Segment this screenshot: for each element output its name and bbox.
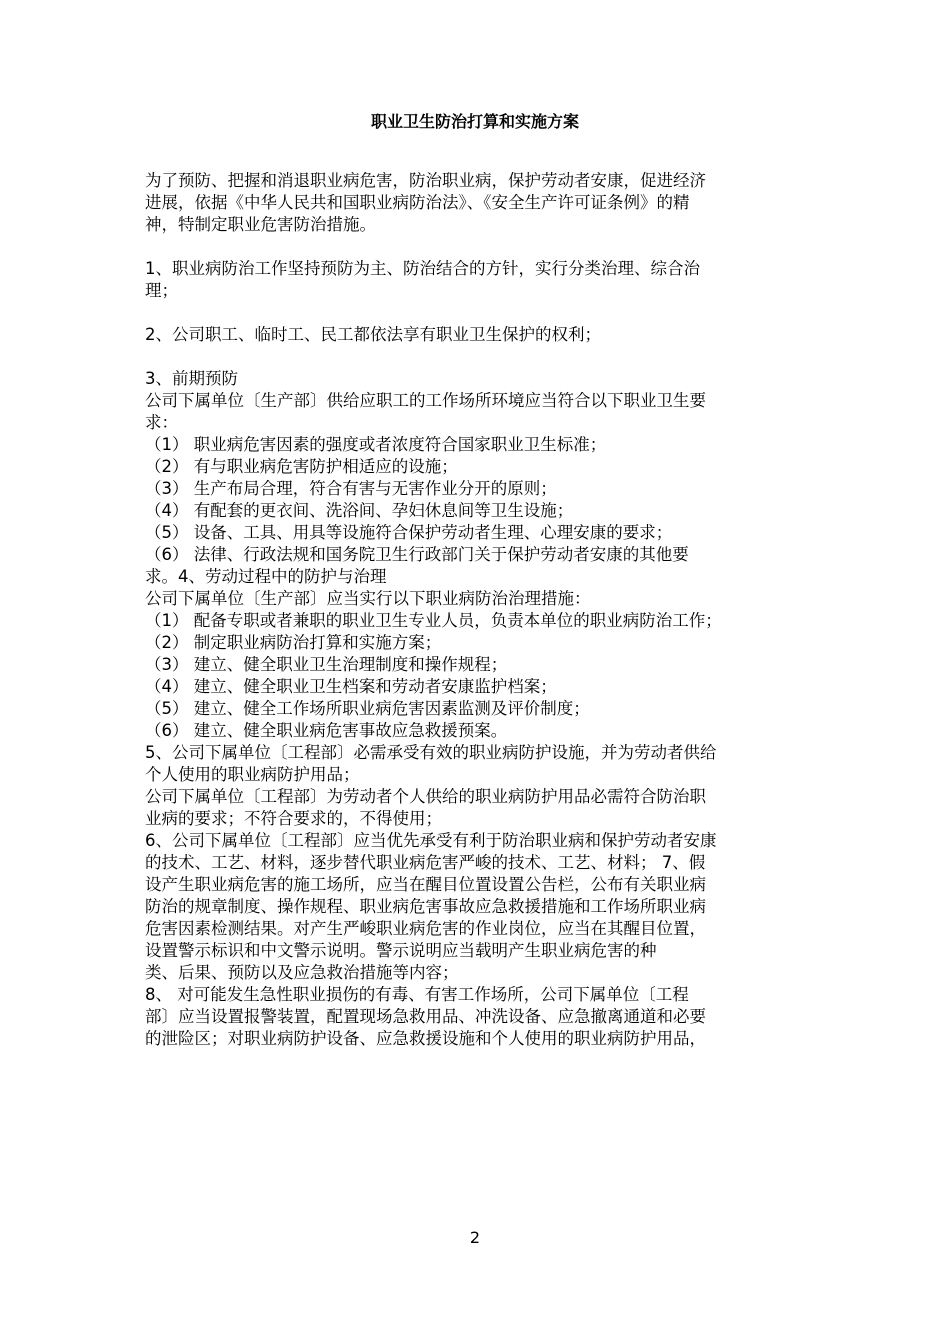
- text-line: 5、公司下属单位〔工程部〕必需承受有效的职业病防护设施，并为劳动者供给: [145, 743, 717, 762]
- text-line: （1） 职业病危害因素的强度或者浓度符合国家职业卫生标准；: [145, 435, 607, 454]
- text-line: （6） 法律、行政法规和国务院卫生行政部门关于保护劳动者安康的其他要: [145, 545, 689, 564]
- text-line: 求。4、劳动过程中的防护与治理: [145, 567, 387, 586]
- text-line: 设置警示标识和中文警示说明。警示说明应当载明产生职业病危害的种: [145, 941, 657, 960]
- page-number: 2: [469, 1228, 481, 1247]
- text-line: 的泄险区；对职业病防护设备、应急救援设施和个人使用的职业病防护用品，: [145, 1029, 706, 1048]
- text-line: （3） 生产布局合理，符合有害与无害作业分开的原则；: [145, 479, 557, 498]
- text-line: 进展，依据《中华人民共和国职业病防治法》、《安全生产许可证条例》的精: [145, 193, 690, 212]
- text-line: 1、职业病防治工作坚持预防为主、防治结合的方针，实行分类治理、综合治: [145, 259, 700, 278]
- text-line: 神，特制定职业危害防治措施。: [145, 215, 376, 234]
- document-body: [145, 170, 815, 1050]
- text-line: 设产生职业病危害的施工场所，应当在醒目位置设置公告栏，公布有关职业病: [145, 875, 706, 894]
- text-line: （4） 有配套的更衣间、洗浴间、孕妇休息间等卫生设施；: [145, 501, 574, 520]
- text-line: （2） 有与职业病危害防护相适应的设施；: [145, 457, 458, 476]
- text-line: 3、前期预防: [145, 369, 238, 388]
- text-line: （2） 制定职业病防治打算和实施方案；: [145, 633, 442, 652]
- text-line: 2、公司职工、临时工、民工都依法享有职业卫生保护的权利；: [145, 325, 601, 344]
- text-line: 公司下属单位〔生产部〕应当实行以下职业病防治治理措施：: [145, 589, 591, 608]
- text-line: 部〕应当设置报警装置，配置现场急救用品、冲洗设备、应急撤离通道和必要: [145, 1007, 706, 1026]
- text-line: 公司下属单位〔生产部〕供给应职工的工作场所环境应当符合以下职业卫生要: [145, 391, 706, 410]
- blank-line: [145, 346, 815, 368]
- text-line: 防治的规章制度、操作规程、职业病危害事故应急救援措施和工作场所职业病: [145, 897, 706, 916]
- text-line: 的技术、工艺、材料，逐步替代职业病危害严峻的技术、工艺、材料； 7、假: [145, 853, 706, 872]
- text-line: （5） 设备、工具、用具等设施符合保护劳动者生理、心理安康的要求；: [145, 523, 673, 542]
- blank-line: [145, 236, 815, 258]
- text-line: （4） 建立、健全职业卫生档案和劳动者安康监护档案；: [145, 677, 557, 696]
- blank-line: [145, 302, 815, 324]
- text-line: 理；: [145, 281, 178, 300]
- text-line: 业病的要求；不符合要求的，不得使用；: [145, 809, 442, 828]
- text-line: （3） 建立、健全职业卫生治理制度和操作规程；: [145, 655, 508, 674]
- text-line: （5） 建立、健全工作场所职业病危害因素监测及评价制度；: [145, 699, 590, 718]
- text-line: （1） 配备专职或者兼职的职业卫生专业人员，负责本单位的职业病防治工作；: [145, 611, 722, 630]
- document-title: 职业卫生防治打算和实施方案: [370, 112, 579, 131]
- text-line: 8、 对可能发生急性职业损伤的有毒、有害工作场所，公司下属单位〔工程: [145, 985, 689, 1004]
- text-line: 求：: [145, 413, 178, 432]
- text-line: 危害因素检测结果。对产生严峻职业病危害的作业岗位，应当在其醒目位置，: [145, 919, 706, 938]
- text-line: 公司下属单位〔工程部〕为劳动者个人供给的职业病防护用品必需符合防治职: [145, 787, 706, 806]
- text-line: 6、公司下属单位〔工程部〕应当优先承受有利于防治职业病和保护劳动者安康: [145, 831, 717, 850]
- text-line: 类、后果、预防以及应急救治措施等内容；: [145, 963, 459, 982]
- text-line: 为了预防、把握和消退职业病危害，防治职业病，保护劳动者安康，促进经济: [145, 171, 706, 190]
- text-line: 个人使用的职业病防护用品；: [145, 765, 360, 784]
- text-line: （6） 建立、健全职业病危害事故应急救援预案。: [145, 721, 508, 740]
